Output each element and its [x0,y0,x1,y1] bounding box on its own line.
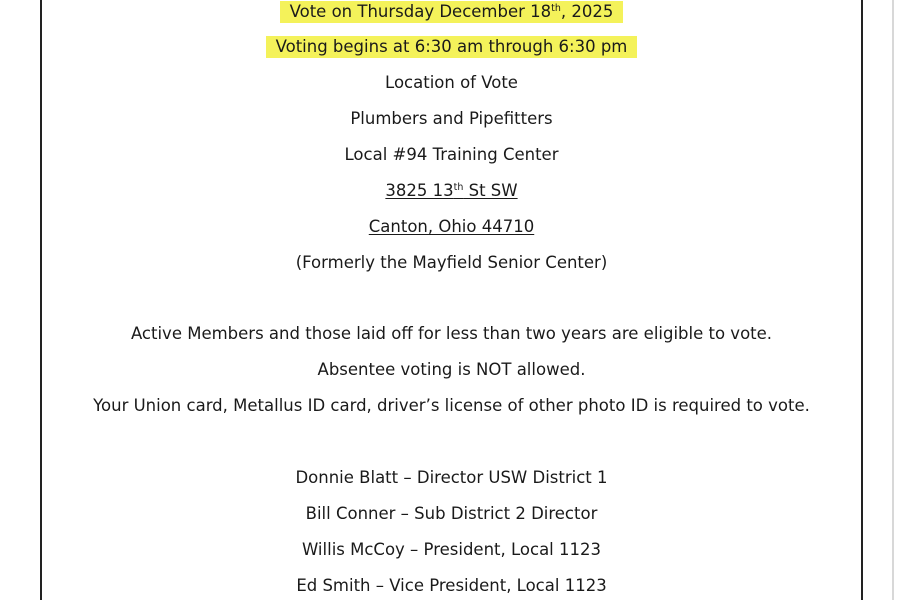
official-line: Bill Conner – Sub District 2 Director [305,504,598,523]
absentee-text: Absentee voting is NOT allowed. [317,360,586,379]
voting-hours-highlight: Voting begins at 6:30 am through 6:30 pm [266,36,638,58]
official-line: Willis McCoy – President, Local 1123 [301,540,601,559]
address-street: 3825 13th St SW [385,181,518,200]
location-line-1: Plumbers and Pipefitters [350,109,553,128]
formerly-note: (Formerly the Mayfield Senior Center) [295,253,608,272]
eligibility-text: Active Members and those laid off for less than two years are eligible to vote. [130,324,773,343]
voting-hours-line [42,36,861,58]
vote-date-highlight: Vote on Thursday December 18th, 2025 [280,1,624,23]
location-heading: Location of Vote [385,73,518,92]
location-line-2: Local #94 Training Center [344,145,559,164]
vote-date-line [42,1,861,23]
official-line: Ed Smith – Vice President, Local 1123 [296,576,607,595]
scan-edge [892,0,894,600]
official-line: Donnie Blatt – Director USW District 1 [295,468,608,487]
id-requirement-text: Your Union card, Metallus ID card, driver’s license of other photo ID is required to vote. [93,396,810,415]
page-border-right [861,0,863,600]
address-city: Canton, Ohio 44710 [368,217,535,236]
